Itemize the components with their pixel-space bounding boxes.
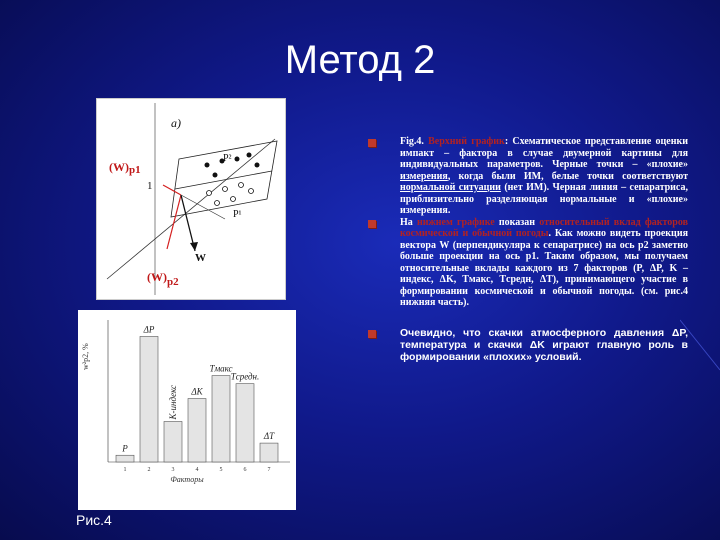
bar (260, 443, 278, 462)
bar (116, 455, 134, 462)
x-tick-label: 7 (267, 467, 271, 473)
x-tick-label: 5 (219, 467, 223, 473)
normal-points (207, 183, 254, 206)
x-tick-label: 1 (123, 467, 127, 473)
figure-caption: Рис.4 (76, 512, 112, 528)
bullet-text: (нет ИМ). Черная линия – сепаратриса, приблизительно разделяющая нормальные и «плохие» измерения. (400, 182, 688, 216)
vector-p2 (167, 195, 181, 249)
bar (188, 399, 206, 462)
schematic-svg (97, 99, 285, 299)
x-tick-label: 4 (195, 467, 199, 473)
bar-label: ΔT (263, 431, 275, 442)
bullet-marker-icon (368, 220, 376, 228)
separatrix-line (175, 171, 272, 189)
label-p2-top: P² (223, 153, 232, 164)
bullet-text: На (400, 216, 417, 228)
bullet-text: : Схематическое представление оценки импакт – фактора в случае двумерной картины для индивидуальных параметров. Черные точки – «плохие» (400, 136, 688, 170)
bad-points (205, 153, 260, 178)
bar (236, 384, 254, 462)
bar-label: Tмакс (209, 363, 233, 374)
bar-chart (78, 310, 296, 510)
bullet-highlight: Верхний график (428, 136, 505, 147)
bar-label: P (122, 443, 128, 454)
label-wp1: (W)p1 (109, 160, 141, 176)
label-one: 1 (147, 180, 153, 192)
bar-chart-figure (78, 310, 296, 510)
x-tick-label: 6 (243, 467, 247, 473)
x-tick-label: 2 (147, 467, 151, 473)
label-wp2: (W)p2 (147, 270, 179, 288)
bullet-text: , когда были ИМ, белые точки соответствуют (447, 170, 688, 182)
bullet-text: Fig.4. (400, 136, 429, 147)
x-tick-label: 3 (171, 467, 175, 473)
bullet-item (368, 217, 688, 309)
y-axis-label: w²p2, % (81, 343, 90, 370)
bullet-highlight: нижнем графике (416, 216, 495, 228)
bar-label: Tсредн. (230, 371, 260, 382)
bullet-text: показан (494, 216, 540, 228)
bullet-highlight: относительный вклад факторов космической и обычной погоды (400, 216, 689, 239)
bullet-text: . Как можно видеть проекция вектора W (перпендикуляра к сепаратрисе) на ось p2 заметно больше проекции на ось p1. Таким образом, мы получаем относительные вклады каждого из 7 факторов (P, ΔP, K – индекс, ΔK, Tмакс, Tсредн, ΔT), принимающего участие в формировании космической и обычной погоды. (см. рис.4 нижняя часть). (400, 228, 688, 308)
bullet-item (368, 136, 688, 217)
bar-label: ΔP (143, 324, 155, 335)
bullet-list (368, 136, 688, 363)
x-axis-label: Факторы (170, 475, 204, 484)
vector-w (181, 195, 195, 251)
bullet-underline: нормальной ситуации (400, 182, 501, 193)
bar-label: ΔK (191, 386, 203, 397)
bullet-text: Очевидно, что скачки атмосферного давления ΔP, температура и скачки ΔK играют главную роль в формировании «плохих» условий. (400, 326, 688, 363)
bar (164, 422, 182, 463)
bullet-marker-icon (368, 330, 376, 338)
bar-label: K-индекс (168, 385, 178, 420)
bullet-item (368, 327, 688, 363)
bullet-underline: измерения (400, 170, 448, 182)
label-w: W (195, 252, 206, 264)
bullet-marker-icon (368, 139, 376, 147)
bar (140, 336, 158, 462)
slide-title: Метод 2 (284, 38, 436, 82)
axis-line (107, 139, 275, 279)
bar (212, 376, 230, 462)
panel-label: a) (171, 116, 181, 130)
vector-p1 (163, 185, 181, 195)
label-p1-right: P¹ (233, 209, 242, 220)
decorative-line (680, 300, 720, 380)
schematic-figure (96, 98, 286, 300)
